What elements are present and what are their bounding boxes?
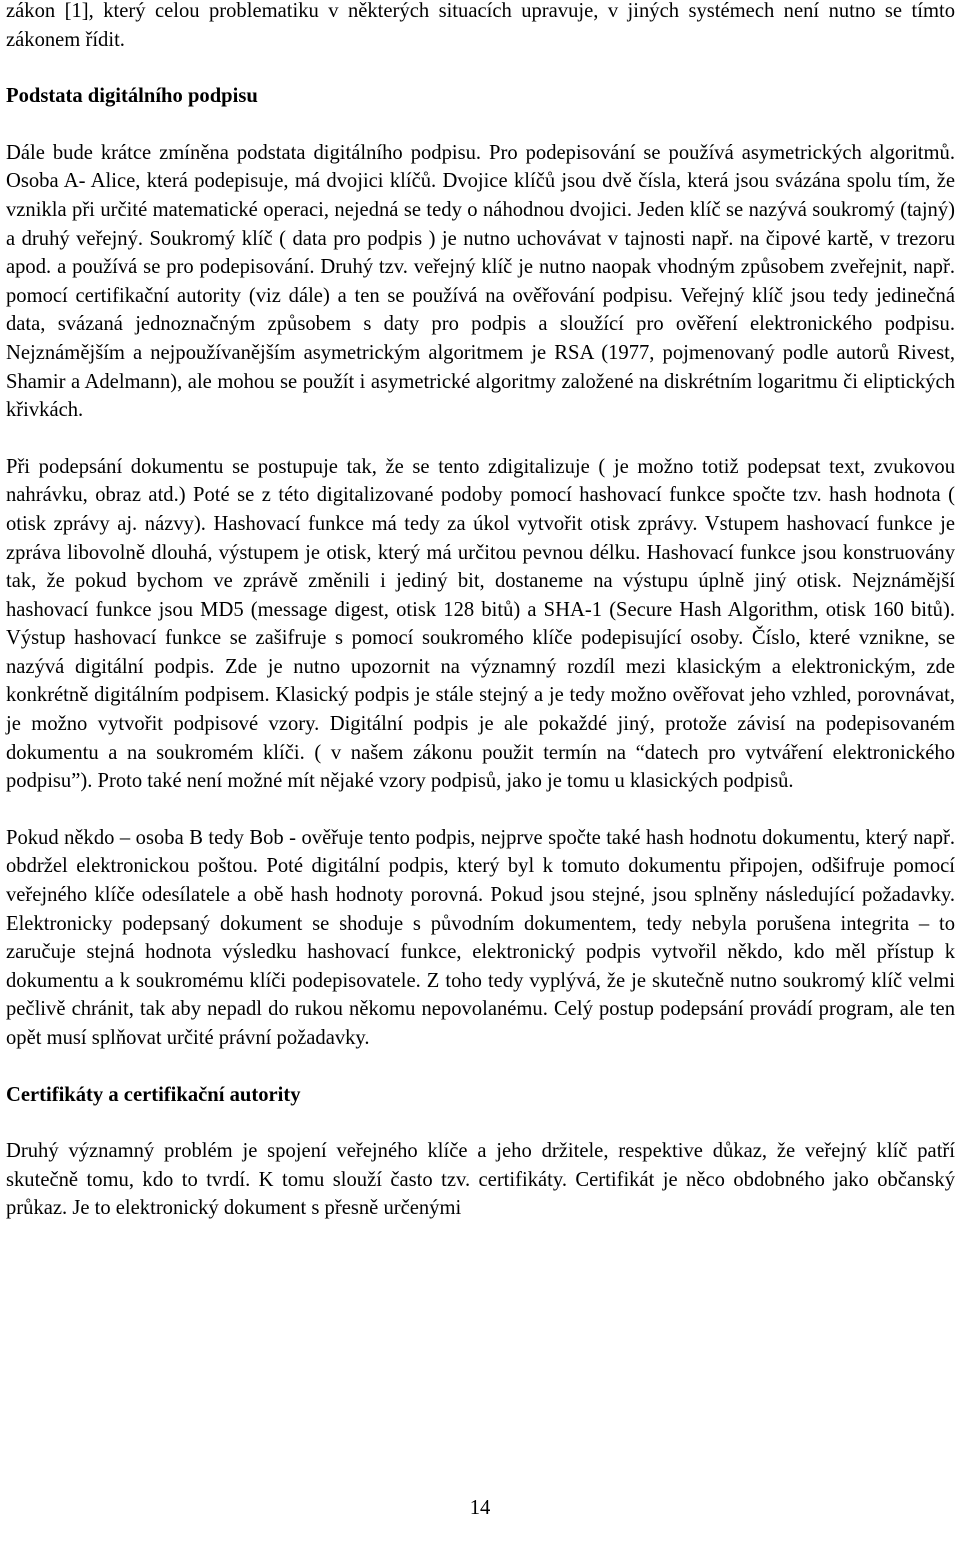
page-number: 14	[469, 1497, 491, 1519]
section-heading-digital-signature: Podstata digitálního podpisu	[6, 85, 258, 108]
paragraph-signature-basics: Dále bude krátce zmíněna podstata digitálního podpisu. Pro podepisování se používá asymetrických algoritmů. Osoba A- Alice, která podepisuje, má dvojici klíčů. Dvojice klíčů jsou dvě čísla, která jsou svázána spolu tím, že vznikla při určité matematické operaci, nejedná se tedy o náhodnou dvojici. Jeden klíč se nazývá soukromý (tajný) a druhý veřejný. Soukromý klíč ( data pro podpis ) je nutno uchovávat v tajnosti např. na čipové kartě, v trezoru apod. a používá se pro podepisování. Druhý tzv. veřejný klíč je nutno naopak vhodným způsobem zveřejnit, např. pomocí certifikační autority (viz dále) a ten se používá na ověřování podpisu. Veřejný klíč jsou tedy jedinečná data, svázaná jednoznačným způsobem s daty pro podpis a sloužící pro ověření elektronického podpisu. Nejznámějším a nejpoužívanějším asymetrickým algoritmem je RSA (1977, pojmenovaný podle autorů Rivest, Shamir a Adelmann), ale mohou se použít i asymetrické algoritmy založené na diskrétním logaritmu či eliptických křivkách.	[6, 141, 955, 422]
section-heading-certificates: Certifikáty a certifikační autority	[6, 1083, 301, 1106]
paragraph-signing-process: Při podepsání dokumentu se postupuje tak, že se tento zdigitalizuje ( je možno totiž podepsat text, zvukovou nahrávku, obraz atd.) Poté se z této digitalizované podoby pomocí hashovací funkce spočte tzv. hash hodnota ( otisk zprávy aj. názvy). Hashovací funkce má tedy za úkol vytvořit otisk zprávy. Vstupem hashovací funkce je zpráva libovolně dlouhá, výstupem je otisk, který má určitou pevnou délku. Hashovací funkce jsou konstruovány tak, že pokud bychom ve zprávě změnili i jediný bit, dostaneme na výstupu úplně jiný otisk. Nejznámější hashovací funkce jsou MD5 (message digest, otisk 128 bitů) a SHA-1 (Secure Hash Algorithm, otisk 160 bitů). Výstup hashovací funkce se zašifruje s pomocí soukromého klíče podepisující osoby. Číslo, které vznikne, se nazývá digitální podpis. Zde je nutno upozornit na významný rozdíl mezi klasickým a elektronickým, zde konkrétně digitálním podpisem. Klasický podpis je stále stejný a je tedy možno ověřovat jeho vzhled, porovnávat, je možno vytvořit podpisové vzory. Digitální podpis je ale pokaždé jiný, protože závisí na podepisovaném dokumentu a na soukromém klíči. ( v našem zákonu použit termín na “datech pro vytváření elektronického podpisu”). Proto také není možné mít nějaké vzory podpisů, jako je tomu u klasických podpisů.	[6, 455, 955, 793]
paragraph-intro: zákon [1], který celou problematiku v některých situacích upravuje, v jiných systémech není nutno se tímto zákonem řídit.	[6, 0, 955, 51]
paragraph-certificates: Druhý významný problém je spojení veřejného klíče a jeho držitele, respektive důkaz, že veřejný klíč patří skutečně tomu, kdo to tvrdí. K tomu slouží často tzv. certifikáty. Certifikát je něco obdobného jako občanský průkaz. Je to elektronický dokument s přesně určenými	[6, 1140, 955, 1220]
paragraph-verification: Pokud někdo – osoba B tedy Bob - ověřuje tento podpis, nejprve spočte také hash hodnotu dokumentu, který např. obdržel elektronickou poštou. Poté digitální podpis, který byl k tomuto dokumentu připojen, odšifruje pomocí veřejného klíče odesílatele a obě hash hodnoty porovná. Pokud jsou stejné, jsou splněny následující požadavky. Elektronicky podepsaný dokument se shoduje s původním dokumentem, tedy nebyla porušena integrita – to zaručuje stejná hodnota výsledku hashovací funkce, elektronický podpis vytvořil někdo, kdo měl přístup k dokumentu a k soukromému klíči podepisovatele. Z toho tedy vyplývá, že je skutečně nutno soukromý klíč velmi pečlivě chránit, tak aby nepadl do rukou někomu nepovolanému. Celý postup podepsání provádí program, ale ten opět musí splňovat určité právní požadavky.	[6, 826, 955, 1049]
